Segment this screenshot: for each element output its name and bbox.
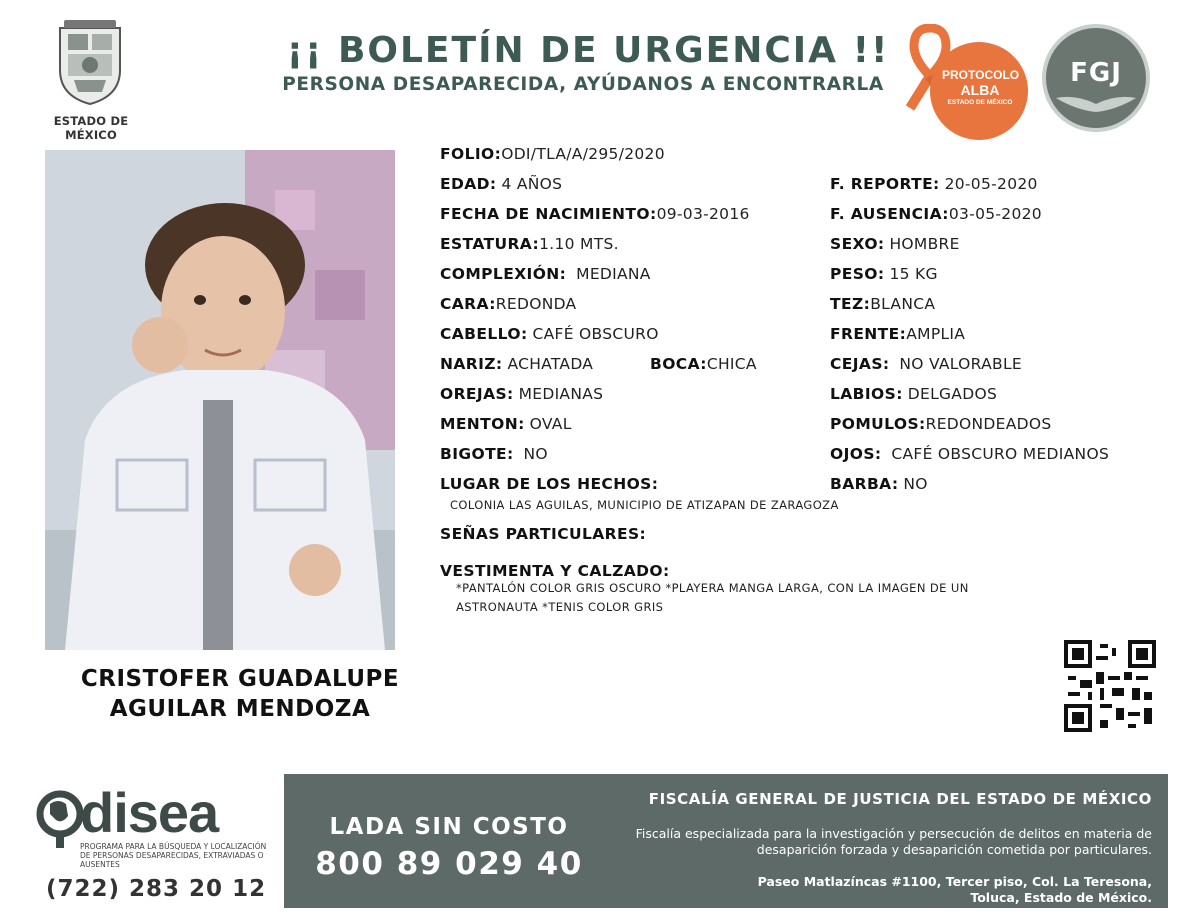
field-label: LUGAR DE LOS HECHOS: [440, 475, 659, 493]
state-of-mexico-logo [26, 18, 156, 142]
odisea-phone: (722) 283 20 12 [46, 876, 267, 902]
field-label: EDAD: [440, 175, 497, 193]
field-label: FOLIO: [440, 145, 502, 163]
field-value: 03-05-2020 [948, 205, 1042, 223]
fiscalia-address [592, 874, 1152, 906]
field-vestimenta [440, 561, 670, 581]
field-label: BARBA: [830, 475, 899, 493]
field-label: FECHA DE NACIMIENTO: [440, 205, 657, 223]
field-label: PESO: [830, 265, 885, 283]
field-fecha-nacimiento [440, 204, 750, 224]
odisea-description: PROGRAMA PARA LA BÚSQUEDA Y LOCALIZACIÓN DE PERSONAS DESAPARECIDAS, EXTRAVIADAS O AUSENTES [80, 842, 267, 869]
fiscalia-title: FISCALÍA GENERAL DE JUSTICIA DEL ESTADO DE MÉXICO [648, 790, 1152, 808]
field-label: NARIZ: [440, 355, 503, 373]
bulletin-title: ¡¡ BOLETÍN DE URGENCIA !! [286, 30, 890, 71]
field-label: SEXO: [830, 235, 885, 253]
alba-line1: PROTOCOLO [942, 68, 1020, 82]
field-label: F. AUSENCIA: [830, 205, 949, 223]
field-value: NO VALORABLE [899, 355, 1022, 373]
field-label: BIGOTE: [440, 445, 514, 463]
field-folio [440, 144, 665, 164]
qr-code-icon [1064, 640, 1156, 732]
alba-line2: ALBA [960, 82, 1000, 98]
field-senas [440, 524, 646, 544]
field-sexo [830, 234, 960, 254]
fgj-seal [1042, 24, 1150, 132]
field-lugar [440, 474, 658, 494]
field-value: ACHATADA [507, 355, 594, 373]
alba-line3: ESTADO DE MÉXICO [947, 99, 1013, 106]
alba-text [942, 68, 1018, 108]
field-value: REDONDEADOS [925, 415, 1052, 433]
toll-free-number: 800 89 029 40 [315, 846, 583, 882]
field-menton [440, 414, 572, 434]
field-value: CAFÉ OBSCURO [532, 325, 659, 343]
field-f-reporte [830, 174, 1038, 194]
vestimenta-line1: *PANTALÓN COLOR GRIS OSCURO *PLAYERA MANGA LARGA, CON LA IMAGEN DE UN [456, 581, 969, 595]
field-f-ausencia [830, 204, 1042, 224]
field-label: POMULOS: [830, 415, 926, 433]
field-barba [830, 474, 928, 494]
name-line2: AGUILAR MENDOZA [109, 696, 371, 722]
address-line2: Toluca, Estado de México. [970, 890, 1152, 905]
field-value: 20-05-2020 [944, 175, 1038, 193]
field-label: LABIOS: [830, 385, 903, 403]
field-value: REDONDA [495, 295, 577, 313]
field-ojos [830, 444, 1109, 464]
toll-free-label: LADA SIN COSTO [329, 814, 569, 840]
field-orejas [440, 384, 603, 404]
field-label: CABELLO: [440, 325, 528, 343]
field-value: 09-03-2016 [656, 205, 750, 223]
field-edad [440, 174, 562, 194]
field-value: MEDIANA [576, 265, 651, 283]
field-label: FRENTE: [830, 325, 907, 343]
field-boca [650, 354, 757, 374]
field-label: MENTON: [440, 415, 525, 433]
field-value: 15 KG [889, 265, 938, 283]
field-tez [830, 294, 935, 314]
fiscalia-description: Fiscalía especializada para la investigación y persecución de delitos en materia de desaparición forzada y desaparición cometida por particulares. [635, 826, 1152, 857]
odisea-mark-icon [36, 790, 84, 850]
child-portrait-icon [45, 150, 395, 650]
field-label: OREJAS: [440, 385, 514, 403]
wings-icon [1046, 90, 1146, 120]
state-label: ESTADO DE MÉXICO [53, 114, 129, 142]
bulletin-subtitle: PERSONA DESAPARECIDA, AYÚDANOS A ENCONTRARLA [282, 74, 884, 95]
field-value: MEDIANAS [518, 385, 604, 403]
field-value: HOMBRE [889, 235, 960, 253]
field-nariz [440, 354, 593, 374]
field-cejas [830, 354, 1022, 374]
field-label: OJOS: [830, 445, 882, 463]
odisea-logo [36, 781, 276, 910]
missing-person-photo [45, 150, 395, 650]
field-label: SEÑAS PARTICULARES: [440, 525, 647, 543]
field-value: NO [523, 445, 548, 463]
field-label: CARA: [440, 295, 496, 313]
coat-of-arms-icon [54, 18, 126, 106]
field-label: CEJAS: [830, 355, 890, 373]
field-cabello [440, 324, 659, 344]
field-label: VESTIMENTA Y CALZADO: [440, 562, 670, 580]
field-frente [830, 324, 965, 344]
field-peso [830, 264, 938, 284]
field-bigote [440, 444, 548, 464]
field-value: CAFÉ OBSCURO MEDIANOS [891, 445, 1110, 463]
field-value: 4 AÑOS [501, 175, 563, 193]
field-value: NO [903, 475, 928, 493]
lugar-value: COLONIA LAS AGUILAS, MUNICIPIO DE ATIZAPAN DE ZARAGOZA [450, 498, 839, 512]
field-value: AMPLIA [906, 325, 966, 343]
field-estatura [440, 234, 619, 254]
field-label: BOCA: [650, 355, 707, 373]
name-line1: CRISTOFER GUADALUPE [80, 666, 400, 692]
footer-contact-band [284, 774, 1168, 908]
field-label: ESTATURA: [440, 235, 540, 253]
field-cara [440, 294, 576, 314]
address-line1: Paseo Matlazíncas #1100, Tercer piso, Col. La Teresona, [757, 874, 1152, 889]
field-label: COMPLEXIÓN: [440, 265, 567, 283]
field-value: OVAL [529, 415, 572, 433]
field-value: ODI/TLA/A/295/2020 [501, 145, 665, 163]
field-value: CHICA [706, 355, 757, 373]
vestimenta-line2: ASTRONAUTA *TENIS COLOR GRIS [456, 600, 664, 614]
field-label: F. REPORTE: [830, 175, 940, 193]
protocolo-alba-logo [900, 20, 1030, 132]
odisea-wordmark: disea [80, 781, 219, 844]
fgj-label: FGJ [1070, 58, 1122, 88]
field-labios [830, 384, 997, 404]
field-pomulos [830, 414, 1052, 434]
field-value: DELGADOS [907, 385, 998, 403]
field-label: TEZ: [830, 295, 871, 313]
person-name [45, 664, 435, 724]
field-value: 1.10 MTS. [539, 235, 619, 253]
field-complexion [440, 264, 651, 284]
field-value: BLANCA [870, 295, 936, 313]
